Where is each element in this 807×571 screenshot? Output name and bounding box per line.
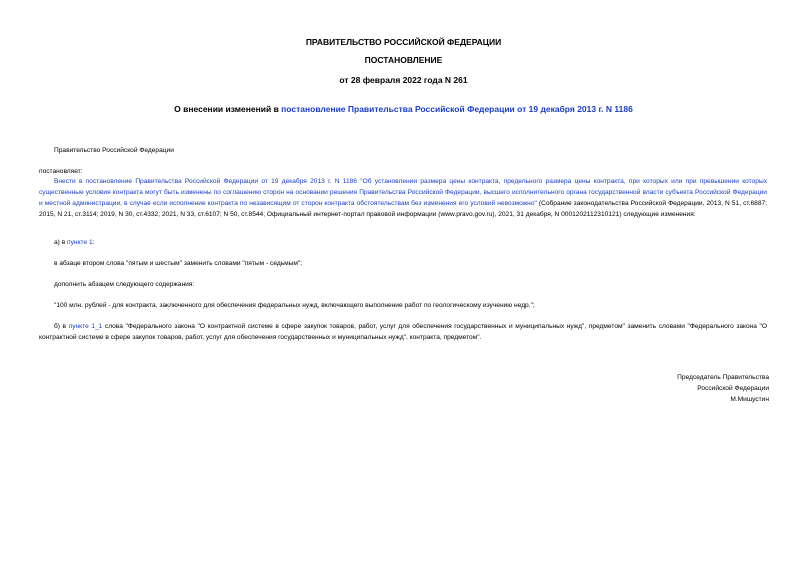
main-paragraph [39, 176, 767, 220]
item-a-change-2: дополнить абзацем следующего содержания: [54, 281, 195, 288]
signature-position: Председатель Правительства [677, 374, 769, 381]
decides-text: постановляет: [39, 168, 83, 175]
signature-block [677, 372, 769, 405]
item-b-prefix: б) в [54, 323, 69, 330]
item-b-paragraph [39, 321, 767, 343]
item-a [54, 237, 94, 248]
item-b-text: слова "Федерального закона "О контрактной системе в сфере закупок товаров, работ, услуг для обеспечения государственных и муниципальных нужд", предметом" заменить словами "Федерального закона "О контрактной системе в сфере закупок товаров, работ, услуг для обеспечения государственных и муниципальных нужд", контракта, предметом". [39, 323, 767, 341]
item-a-change-1: в абзаце втором слова "пятым и шестым" заменить словами "пятым - седьмым"; [54, 260, 303, 267]
item-a-suffix: : [92, 239, 95, 246]
document-date-number: от 28 февраля 2022 года N 261 [339, 75, 468, 85]
title-prefix: О внесении изменений в [174, 104, 282, 114]
signature-organization: Российской Федерации [697, 385, 769, 392]
item-b-point-link[interactable]: пункте 1_1 [68, 323, 103, 330]
title-amended-act-link[interactable]: постановление Правительства Российской Федерации от 19 декабря 2013 г. N 1186 [281, 104, 633, 114]
issuer-text: Правительство Российской Федерации [54, 147, 174, 154]
government-heading: ПРАВИТЕЛЬСТВО РОССИЙСКОЙ ФЕДЕРАЦИИ [305, 37, 502, 47]
signature-name: М.Мишустин [730, 396, 769, 403]
document-type-heading: ПОСТАНОВЛЕНИЕ [364, 55, 443, 65]
main-paragraph-sources: (Собрание законодательства Российской Федерации, 2013, N 51, ст.6887; 2015, N 21, ст.3114; 2019, N 30, ст.4332; 2021, N 33, ст.6107; N 50, ст.8544; Официальный интернет-портал правовой информации (www.pravo.gov.ru), 2021, 31 декабря, N 0001202112310121) следующие изменения: [39, 200, 767, 218]
item-a-point-link[interactable]: пункте 1 [67, 239, 93, 246]
item-a-prefix: а) в [54, 239, 68, 246]
document-title [0, 104, 807, 114]
item-a-new-paragraph: "100 млн. рублей - для контракта, заключенного для обеспечения федеральных нужд, включающего выполнение работ по геологическому изучению недр."; [54, 302, 535, 309]
amended-act-full-link[interactable]: Внести в постановление Правительства Российской Федерации от 19 декабря 2013 г. N 1186 "Об установлении размера цены контракта, предельного размера цены контракта, при которых или при превышении которых существенные условия контракта могут быть изменены по соглашению сторон на основании решения Правительства Российской Федерации, высшего исполнительного органа государственной власти субъекта Российской Федерации и местной администрации, в случае если исполнение контракта по независящим от сторон контракта обстоятельствам без изменения его условий невозможно" [39, 178, 767, 207]
